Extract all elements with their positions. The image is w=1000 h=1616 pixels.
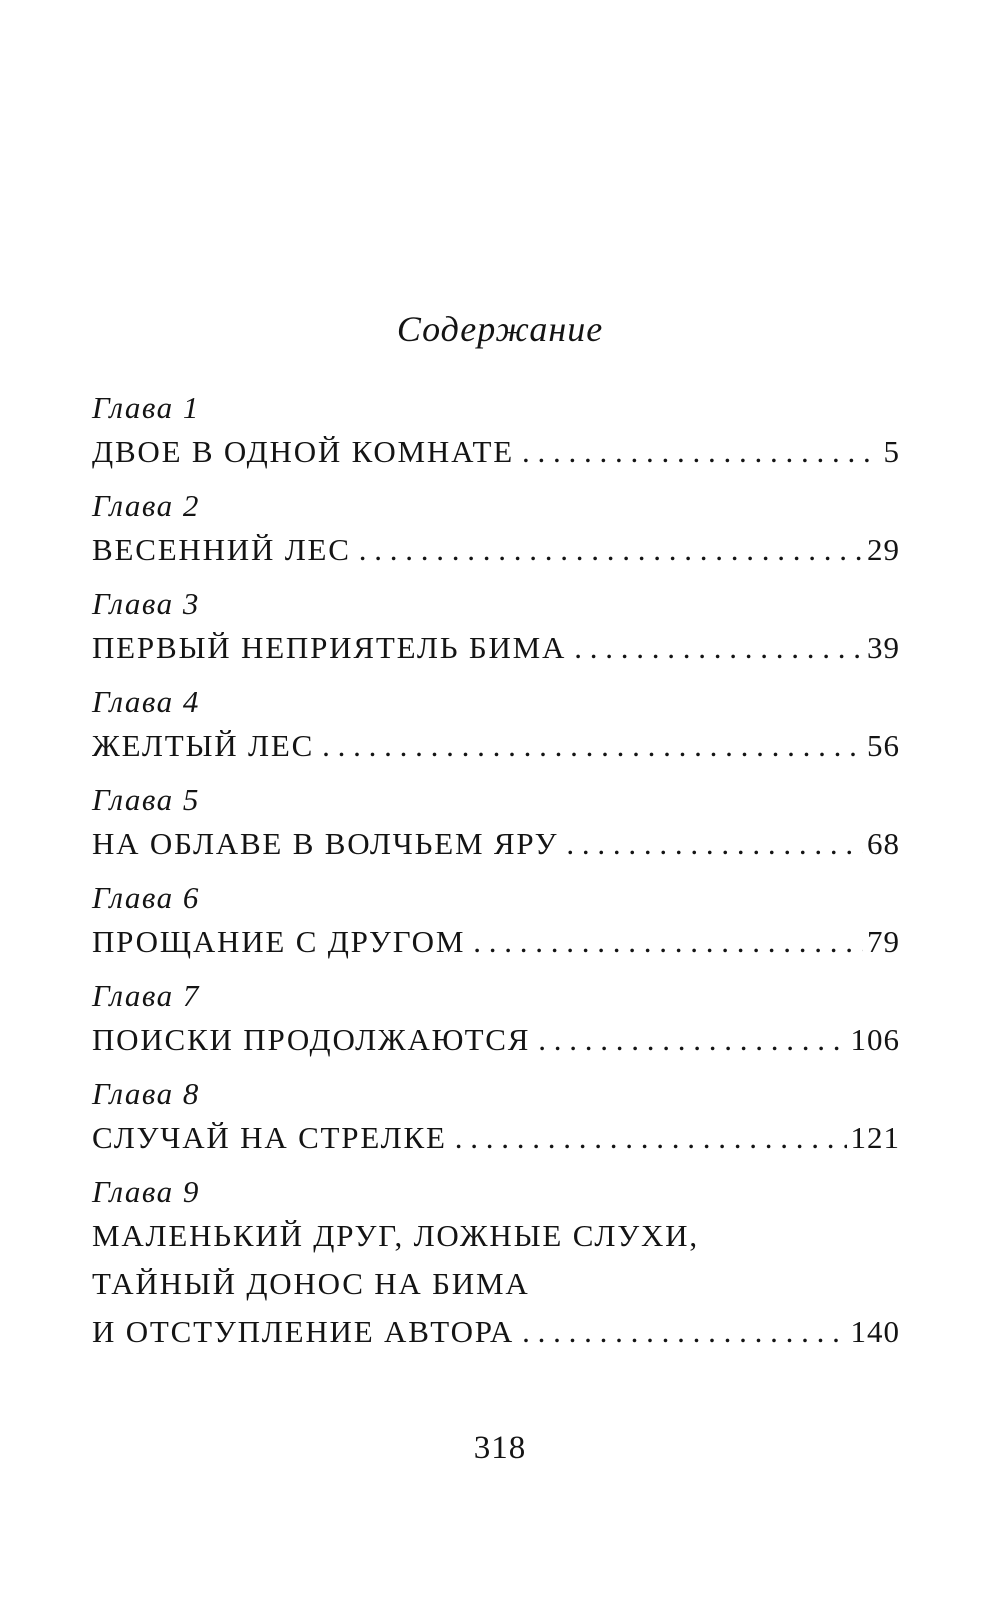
chapter-page-number: 29: [867, 532, 900, 567]
chapter-title-row: [92, 1016, 900, 1064]
chapter-page-number: 79: [867, 924, 900, 959]
chapter-title-row: [92, 1114, 900, 1162]
chapter-label: Глава 8: [92, 1076, 200, 1111]
dot-leader: [566, 820, 863, 868]
chapter-title: ВЕСЕННИЙ ЛЕС: [92, 532, 351, 567]
chapter-title-line: ТАЙНЫЙ ДОНОС НА БИМА: [92, 1266, 530, 1301]
dot-leader: [574, 624, 863, 672]
chapter-title-line: МАЛЕНЬКИЙ ДРУГ, ЛОЖНЫЕ СЛУХИ,: [92, 1218, 699, 1253]
chapter-title: И ОТСТУПЛЕНИЕ АВТОРА: [92, 1314, 515, 1349]
table-of-contents: [92, 388, 900, 1366]
chapter-page-number: 39: [867, 630, 900, 665]
chapter-label: Глава 3: [92, 586, 200, 621]
chapter-page-number: 5: [883, 434, 900, 469]
dot-leader: [522, 428, 879, 476]
toc-heading: Содержание: [396, 309, 604, 349]
chapter-page-number: 140: [850, 1314, 900, 1349]
chapter-label: Глава 9: [92, 1174, 200, 1209]
chapter-title-row: [92, 526, 900, 574]
chapter-page-number: 56: [867, 728, 900, 763]
dot-leader: [538, 1016, 846, 1064]
chapter-title-row: [92, 820, 900, 868]
chapter-title-row: [92, 918, 900, 966]
chapter-label: Глава 1: [92, 390, 200, 425]
toc-entry: [92, 682, 900, 770]
chapter-label: Глава 7: [92, 978, 200, 1013]
chapter-page-number: 68: [867, 826, 900, 861]
page-number: 318: [473, 1430, 527, 1466]
toc-entry: [92, 584, 900, 672]
chapter-title: СЛУЧАЙ НА СТРЕЛКЕ: [92, 1120, 447, 1155]
toc-entry: [92, 1172, 900, 1356]
chapter-title: ПЕРВЫЙ НЕПРИЯТЕЛЬ БИМА: [92, 630, 567, 665]
chapter-label: Глава 5: [92, 782, 200, 817]
toc-entry: [92, 1074, 900, 1162]
chapter-page-number: 106: [850, 1022, 900, 1057]
dot-leader: [522, 1308, 846, 1356]
toc-entry: [92, 780, 900, 868]
dot-leader: [473, 918, 863, 966]
dot-leader: [455, 1114, 847, 1162]
chapter-label: Глава 6: [92, 880, 200, 915]
toc-entry: [92, 878, 900, 966]
chapter-title-row: [92, 1308, 900, 1356]
chapter-page-number: 121: [850, 1120, 900, 1155]
chapter-title-row: [92, 428, 900, 476]
dot-leader: [322, 722, 863, 770]
toc-entry: [92, 976, 900, 1064]
toc-entry: [92, 388, 900, 476]
chapter-title: ЖЕЛТЫЙ ЛЕС: [92, 728, 315, 763]
chapter-title-row: [92, 624, 900, 672]
chapter-title: ПОИСКИ ПРОДОЛЖАЮТСЯ: [92, 1022, 531, 1057]
toc-entry: [92, 486, 900, 574]
chapter-label: Глава 4: [92, 684, 200, 719]
dot-leader: [359, 526, 863, 574]
chapter-title: ДВОЕ В ОДНОЙ КОМНАТЕ: [92, 434, 515, 469]
chapter-title-row: [92, 722, 900, 770]
chapter-title: ПРОЩАНИЕ С ДРУГОМ: [92, 924, 466, 959]
chapter-label: Глава 2: [92, 488, 200, 523]
chapter-title: НА ОБЛАВЕ В ВОЛЧЬЕМ ЯРУ: [92, 826, 559, 861]
